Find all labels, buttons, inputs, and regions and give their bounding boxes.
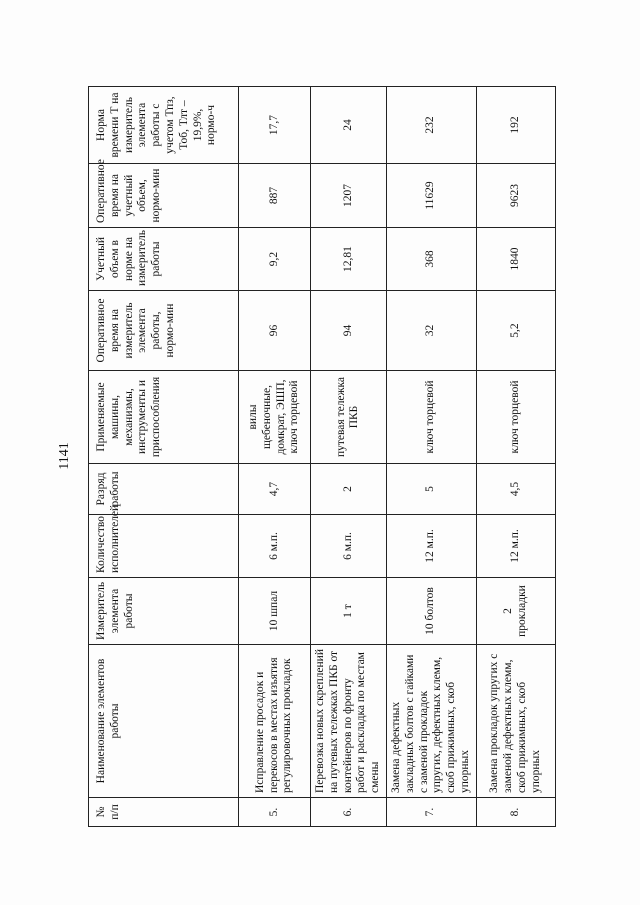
header-cell: Оперативное время на учетный объем, нормо-мин (89, 164, 239, 228)
header-cell: Разряд работы (89, 464, 239, 515)
row-workers: 6 м.п. (311, 515, 387, 578)
rotated-table-wrapper (88, 87, 543, 827)
row-op-volume: 887 (239, 164, 311, 228)
row-workers: 6 м.п. (239, 515, 311, 578)
row-grade: 5 (386, 464, 476, 515)
norm-table (88, 86, 556, 827)
row-number: 8. (476, 798, 555, 827)
row-norm: 232 (386, 87, 476, 164)
row-name: Перевозка новых скреплений на путевых тележках ПКБ от контейнеров по фронту работ и раскладка по местам смены (311, 645, 387, 798)
header-cell: Норма времени Т на измеритель элемента работы с учетом Тпз, Тоб, Тлт – 19,9%, нормо-ч (89, 87, 239, 164)
row-name: Замена прокладок упругих с заменой дефектных клемм, скоб прижимных, скоб упорных (476, 645, 555, 798)
row-norm: 24 (311, 87, 387, 164)
row-norm: 17,7 (239, 87, 311, 164)
row-grade: 4,7 (239, 464, 311, 515)
row-tools: ключ торцевой (476, 371, 555, 464)
row-volume: 12,81 (311, 228, 387, 291)
table-row (311, 87, 387, 827)
header-cell: № п/п (89, 798, 239, 827)
row-unit: 10 болтов (386, 578, 476, 645)
row-op-time: 32 (386, 291, 476, 371)
header-cell: Учетный объем в норме на измеритель работы (89, 228, 239, 291)
row-op-time: 96 (239, 291, 311, 371)
row-unit: 2 прокладки (476, 578, 555, 645)
table-header-row (89, 87, 239, 827)
row-tools: вилы щебеночные, домкрат, ЭШП, ключ торцевой (239, 371, 311, 464)
row-unit: 1 т (311, 578, 387, 645)
row-volume: 368 (386, 228, 476, 291)
header-cell: Оперативное время на измеритель элемента работы, нормо-мин (89, 291, 239, 371)
row-name: Замена дефектных закладных болтов с гайками с заменой прокладок упругих, дефектных клемм, скоб прижимных, скоб упорных (386, 645, 476, 798)
row-grade: 2 (311, 464, 387, 515)
row-workers: 12 м.п. (476, 515, 555, 578)
row-op-time: 5,2 (476, 291, 555, 371)
header-cell: Измеритель элемента работы (89, 578, 239, 645)
row-volume: 1840 (476, 228, 555, 291)
row-grade: 4,5 (476, 464, 555, 515)
row-tools: путевая тележка ПКБ (311, 371, 387, 464)
row-norm: 192 (476, 87, 555, 164)
row-op-volume: 1207 (311, 164, 387, 228)
row-number: 6. (311, 798, 387, 827)
table-row (476, 87, 555, 827)
row-op-time: 94 (311, 291, 387, 371)
header-cell: Наименование элементов работы (89, 645, 239, 798)
header-cell: Количество исполнителей (89, 515, 239, 578)
row-volume: 9,2 (239, 228, 311, 291)
row-number: 5. (239, 798, 311, 827)
table-row (239, 87, 311, 827)
row-op-volume: 11629 (386, 164, 476, 228)
row-number: 7. (386, 798, 476, 827)
row-unit: 10 шпал (239, 578, 311, 645)
header-cell: Применяемые машины, механизмы, инструменты и приспособления (89, 371, 239, 464)
row-name: Исправление просадок и перекосов в местах изъятия регулировочных прокладок (239, 645, 311, 798)
row-op-volume: 9623 (476, 164, 555, 228)
row-workers: 12 м.п. (386, 515, 476, 578)
table-row (386, 87, 476, 827)
row-tools: ключ торцевой (386, 371, 476, 464)
page-number: 1141 (57, 442, 72, 470)
